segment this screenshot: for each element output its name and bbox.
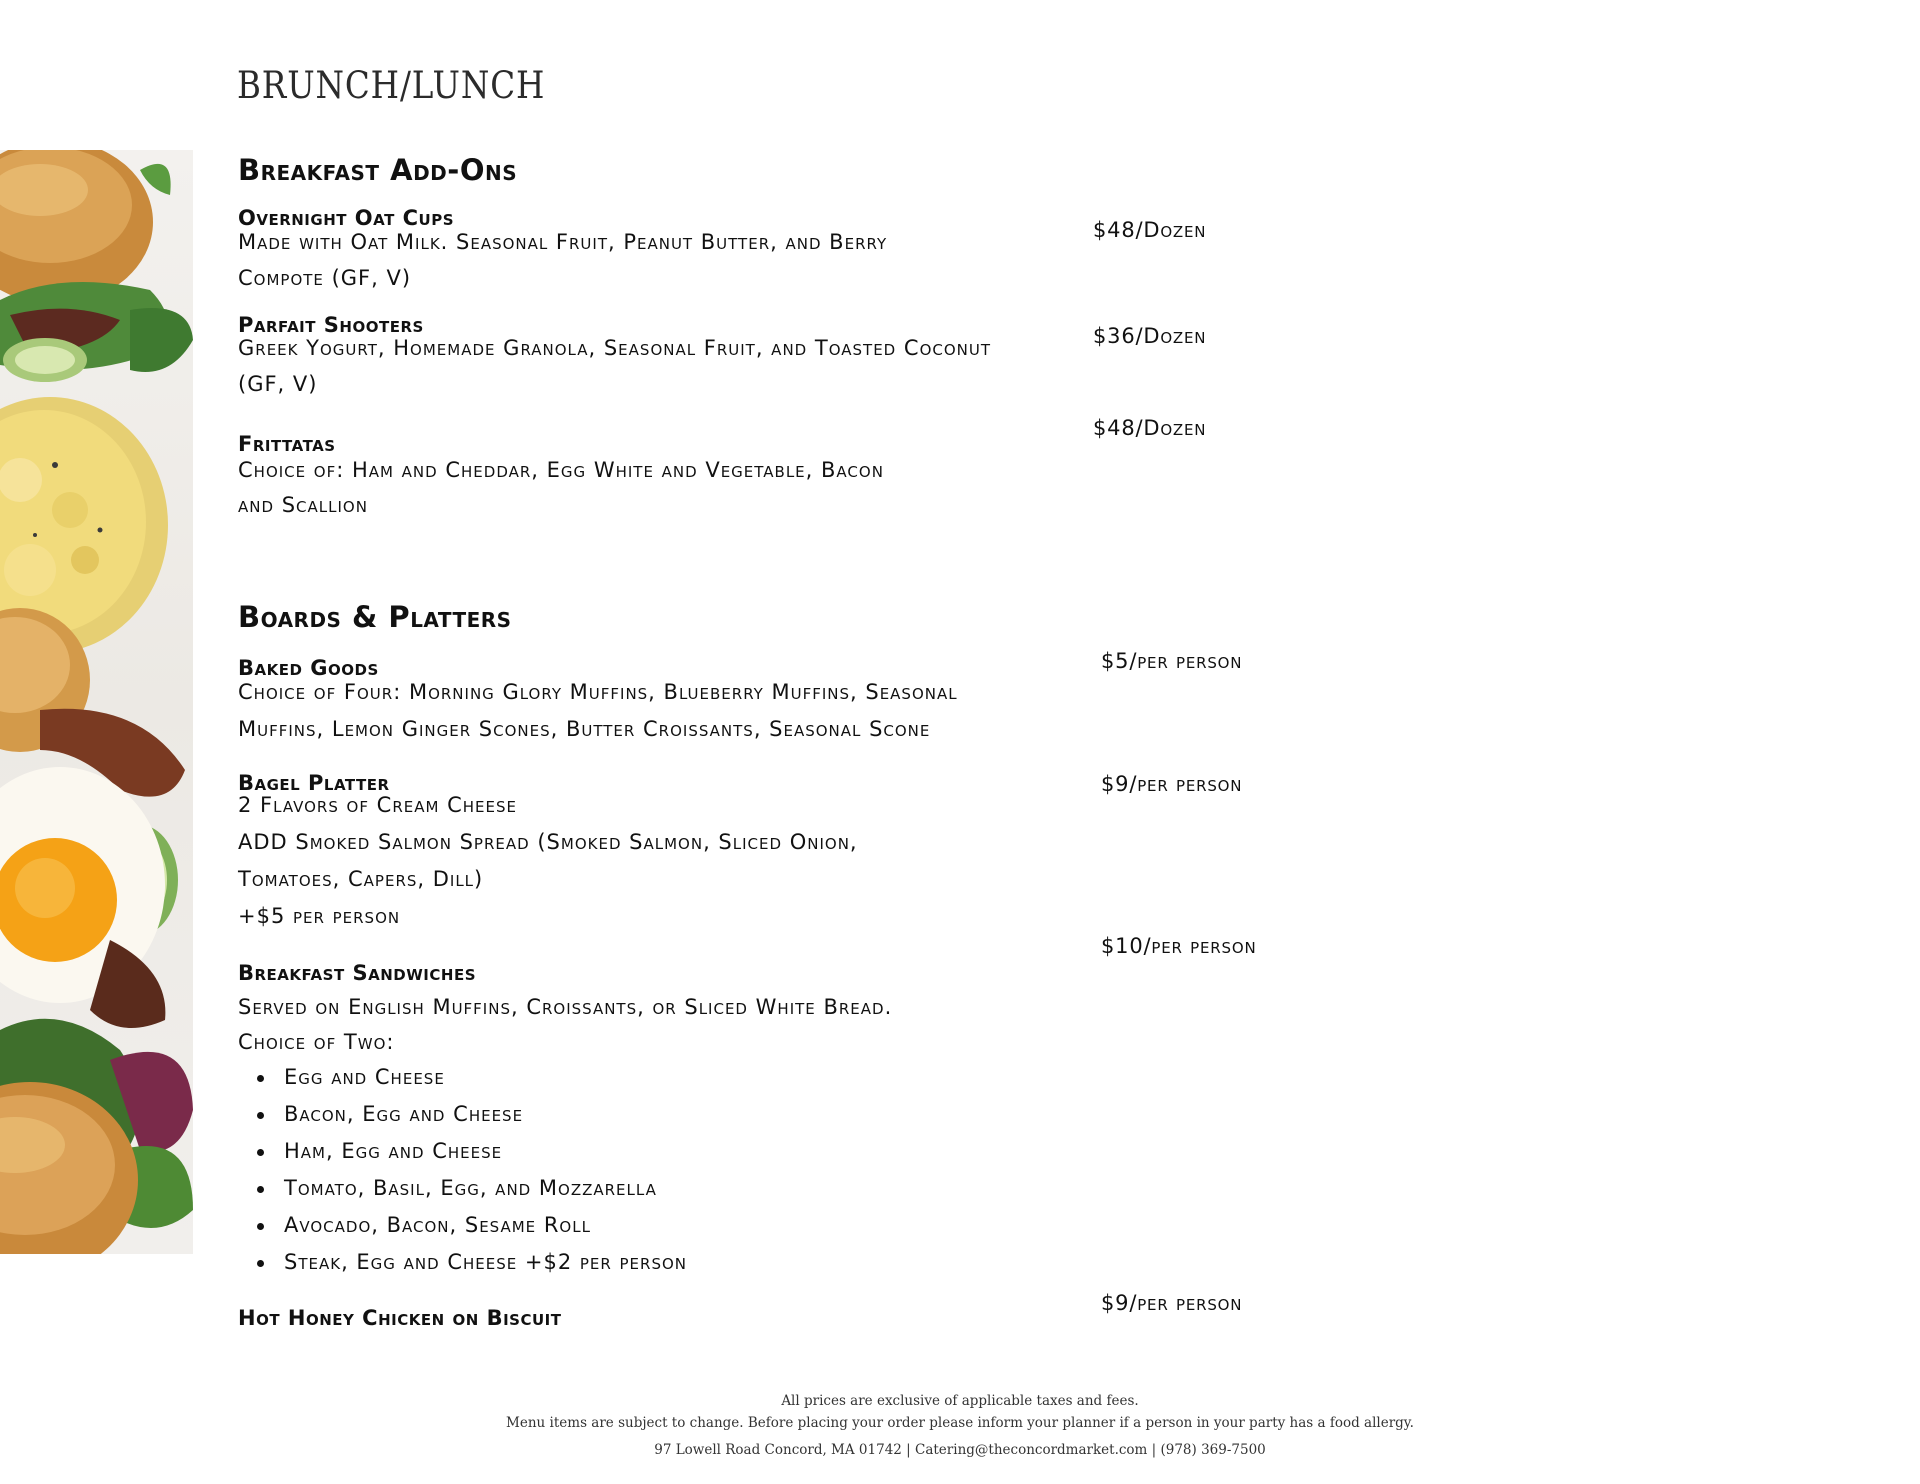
item-price: $9/per person xyxy=(1101,772,1243,796)
list-item-label: Bacon, Egg and Cheese xyxy=(284,1102,524,1126)
page-title: BRUNCH/LUNCH xyxy=(237,64,546,107)
item-name: Breakfast Sandwiches xyxy=(238,961,476,985)
section-heading-boards-and-platters: Boards & Platters xyxy=(238,600,512,634)
section-heading-breakfast-add-ons: Breakfast Add-Ons xyxy=(238,153,518,187)
bullet-icon xyxy=(257,1112,264,1119)
item-description-line: 2 Flavors of Cream Cheese xyxy=(238,793,517,817)
footer-taxes-note: All prices are exclusive of applicable taxes and fees. xyxy=(781,1393,1139,1409)
item-description-line: Tomatoes, Capers, Dill) xyxy=(238,867,484,891)
list-item xyxy=(238,1065,687,1102)
item-name: Baked Goods xyxy=(238,656,379,680)
list-item-label: Tomato, Basil, Egg, and Mozzarella xyxy=(284,1176,657,1200)
list-item xyxy=(238,1139,687,1176)
food-photo xyxy=(0,150,193,1254)
item-description-line: Choice of Two: xyxy=(238,1030,395,1054)
item-price: $48/Dozen xyxy=(1093,218,1207,242)
item-name: Frittatas xyxy=(238,432,336,456)
bullet-icon xyxy=(257,1223,264,1230)
list-item xyxy=(238,1250,687,1287)
item-description-line: ADD Smoked Salmon Spread (Smoked Salmon, Sliced Onion, xyxy=(238,830,858,854)
sandwich-choice-list xyxy=(238,1065,687,1287)
item-price: $48/Dozen xyxy=(1093,416,1207,440)
item-name: Bagel Platter xyxy=(238,771,390,795)
footer-allergy-note: Menu items are subject to change. Before placing your order please inform your planner if a person in your party has a food allergy. xyxy=(506,1415,1414,1431)
item-description-line: Greek Yogurt, Homemade Granola, Seasonal Fruit, and Toasted Coconut xyxy=(238,336,992,360)
bullet-icon xyxy=(257,1260,264,1267)
item-price: $10/per person xyxy=(1101,934,1257,958)
item-price: $36/Dozen xyxy=(1093,324,1207,348)
bullet-icon xyxy=(257,1186,264,1193)
food-photo-strip xyxy=(0,150,193,1254)
item-description-line: +$5 per person xyxy=(238,904,401,928)
footer-contact-info: 97 Lowell Road Concord, MA 01742 | Catering@theconcordmarket.com | (978) 369-7500 xyxy=(654,1442,1266,1458)
list-item-label: Steak, Egg and Cheese +$2 per person xyxy=(284,1250,687,1274)
item-description-line: (GF, V) xyxy=(238,372,318,396)
item-name: Parfait Shooters xyxy=(238,313,424,337)
item-price: $5/per person xyxy=(1101,649,1243,673)
item-description-line: Served on English Muffins, Croissants, or Sliced White Bread. xyxy=(238,995,893,1019)
list-item xyxy=(238,1176,687,1213)
item-price: $9/per person xyxy=(1101,1291,1243,1315)
item-description-line: Choice of: Ham and Cheddar, Egg White and Vegetable, Bacon xyxy=(238,458,884,482)
item-description-line: Compote (GF, V) xyxy=(238,266,412,290)
item-description-line: and Scallion xyxy=(238,493,368,517)
list-item-label: Egg and Cheese xyxy=(284,1065,445,1089)
item-description-line: Made with Oat Milk. Seasonal Fruit, Peanut Butter, and Berry xyxy=(238,230,888,254)
item-description-line: Choice of Four: Morning Glory Muffins, Blueberry Muffins, Seasonal xyxy=(238,680,958,704)
bullet-icon xyxy=(257,1075,264,1082)
item-name: Hot Honey Chicken on Biscuit xyxy=(238,1306,562,1330)
list-item xyxy=(238,1102,687,1139)
list-item-label: Avocado, Bacon, Sesame Roll xyxy=(284,1213,591,1237)
item-description-line: Muffins, Lemon Ginger Scones, Butter Croissants, Seasonal Scone xyxy=(238,717,931,741)
list-item-label: Ham, Egg and Cheese xyxy=(284,1139,503,1163)
item-name: Overnight Oat Cups xyxy=(238,206,455,230)
list-item xyxy=(238,1213,687,1250)
bullet-icon xyxy=(257,1149,264,1156)
